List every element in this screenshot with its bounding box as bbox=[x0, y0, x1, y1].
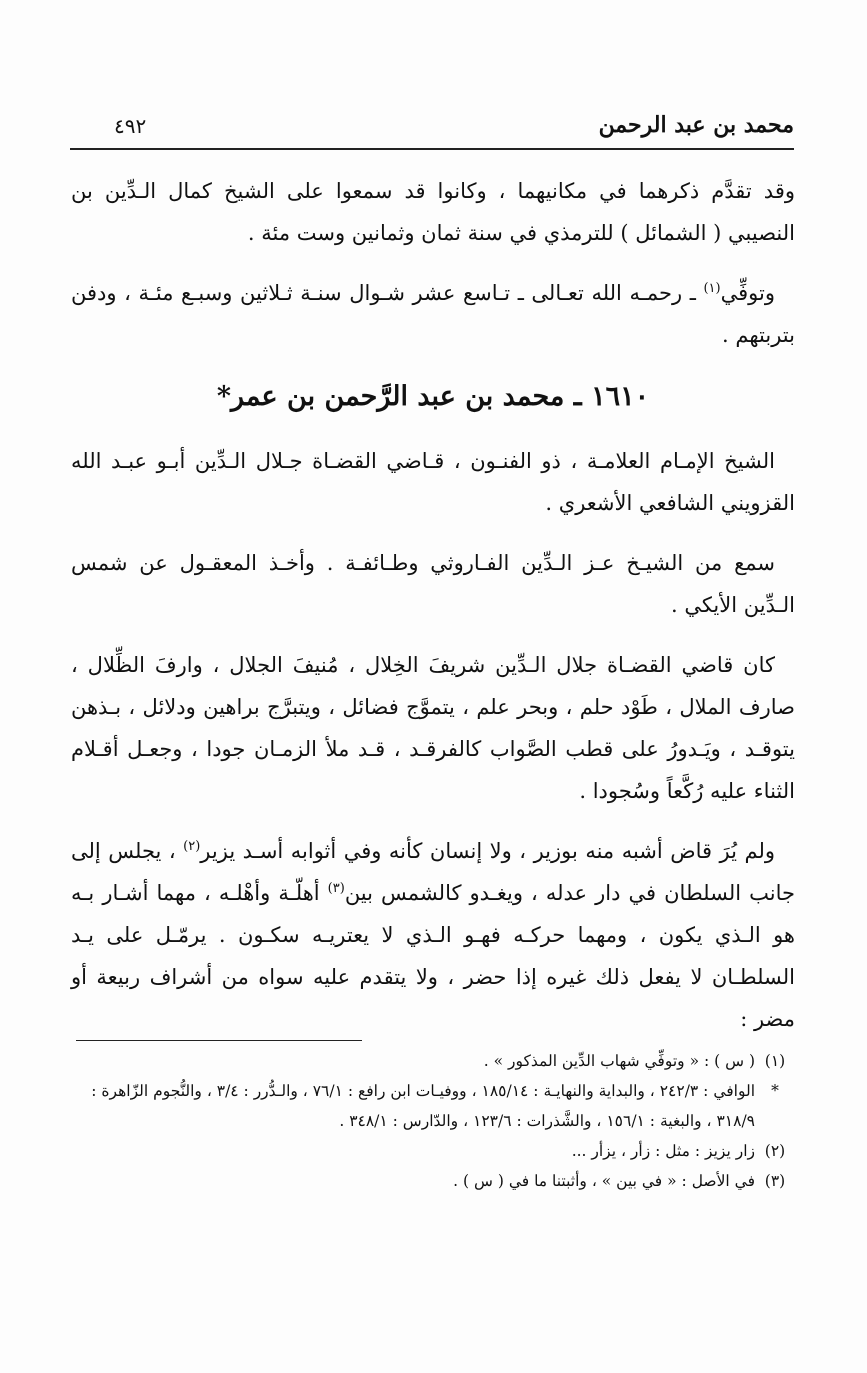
page-number: ٤٩٢ bbox=[114, 114, 147, 138]
footnote-separator bbox=[76, 1040, 362, 1041]
footnote-ref: (٢) bbox=[183, 839, 201, 854]
footnote-marker: (١) bbox=[764, 1052, 786, 1070]
footnote-ref: (١) bbox=[703, 281, 721, 296]
footnote-ref: (٣) bbox=[327, 881, 345, 896]
footnote bbox=[71, 1046, 795, 1076]
footnote-text: ( س ) : « وتوفِّي شهاب الدِّين المذكور » . bbox=[483, 1052, 755, 1070]
footnote-marker: * bbox=[771, 1082, 779, 1100]
text-run: أهلّـة وأهْلـه ، مهما أشـار بـه هو الـذي يكون ، ومهما حركـه فهـو الـذي لا يعتريـه سكـون . يرمّـل على يـد السلطـان لا يفعل ذلك غيره إذا حضر ، ولا يتقدم عليه سواه من أشراف ربيعة أو مضر : bbox=[71, 881, 795, 1031]
text-run: ـ رحمـه الله تعـالى ـ تـاسع عشر شـوال سنـة ثـلاثين وسبـع مئـة ، ودفن بتربتهم . bbox=[71, 281, 795, 347]
paragraph: سمع من الشيـخ عـز الـدِّين الفـاروثي وطـائفـة . وأخـذ المعقـول عن شمس الـدِّين الأيكي . bbox=[71, 551, 795, 617]
paragraph: وقد تقدَّم ذكرهما في مكانيهما ، وكانوا قد سمعوا على الشيخ كمال الـدِّين بن النصيبي ( الشمائل ) للترمذي في سنة ثمان وثمانين وست مئة . bbox=[71, 179, 795, 245]
text-run: ولم يُرَ قاض أشبه منه بوزير ، ولا إنسان كأنه وفي أثوابه أسـد يزير bbox=[200, 839, 775, 863]
main-text bbox=[71, 170, 795, 1058]
paragraph: الشيخ الإمـام العلامـة ، ذو الفنـون ، قـاضي القضـاة جـلال الـدِّين أبـو عبـد الله القزويني الشافعي الأشعري . bbox=[71, 449, 795, 515]
text-run: وتوفِّي bbox=[720, 281, 775, 305]
footnote bbox=[71, 1076, 795, 1136]
footnotes bbox=[71, 1046, 795, 1196]
footnote-marker: (٢) bbox=[764, 1142, 786, 1160]
paragraph bbox=[71, 830, 795, 1040]
entry-heading: ١٦١٠ ـ محمد بن عبد الرَّحمن بن عمر* bbox=[216, 381, 650, 412]
footnote bbox=[71, 1166, 795, 1196]
text-run: ، يجلس إلى جانب السلطان في دار عدله ، ويغـدو كالشمس بين bbox=[71, 839, 795, 905]
page-header bbox=[70, 112, 794, 150]
paragraph: كان قاضي القضـاة جلال الـدِّين شريفَ الخِلال ، مُنيفَ الجلال ، وارفَ الظِّلال ، صارف الملال ، طَوْد حلم ، وبحر علم ، يتموَّج فضائل ، ويتبرَّج براهين ودلائل ، بـذهن يتوقـد ، ويَـدورُ على قطب الصَّواب كالفرقـد ، قـد ملأ الزمـان جودا ، وجعـل أقـلام الثناء عليه رُكَّعاً وسُجودا . bbox=[71, 653, 795, 803]
running-title: محمد بن عبد الرحمن bbox=[598, 112, 794, 138]
footnote-marker: (٣) bbox=[764, 1172, 786, 1190]
footnote bbox=[71, 1136, 795, 1166]
footnote-text: الوافي : ٢٤٢/٣ ، والبداية والنهايـة : ١٨٥/١٤ ، ووفيـات ابن رافع : ٧٦/١ ، والـدُّرر : ٣/٤ ، والنُّجوم الزّاهرة : ٣١٨/٩ ، والبغية : ١٥٦/١ ، والشَّذرات : ١٢٣/٦ ، والدّارس : ٣٤٨/١ . bbox=[91, 1082, 755, 1130]
footnote-text: زار يزيز : مثل : زأر ، يزأر ... bbox=[571, 1142, 755, 1160]
footnote-text: في الأصل : « في بين » ، وأثبتنا ما في ( س ) . bbox=[453, 1172, 755, 1190]
paragraph bbox=[71, 272, 795, 356]
